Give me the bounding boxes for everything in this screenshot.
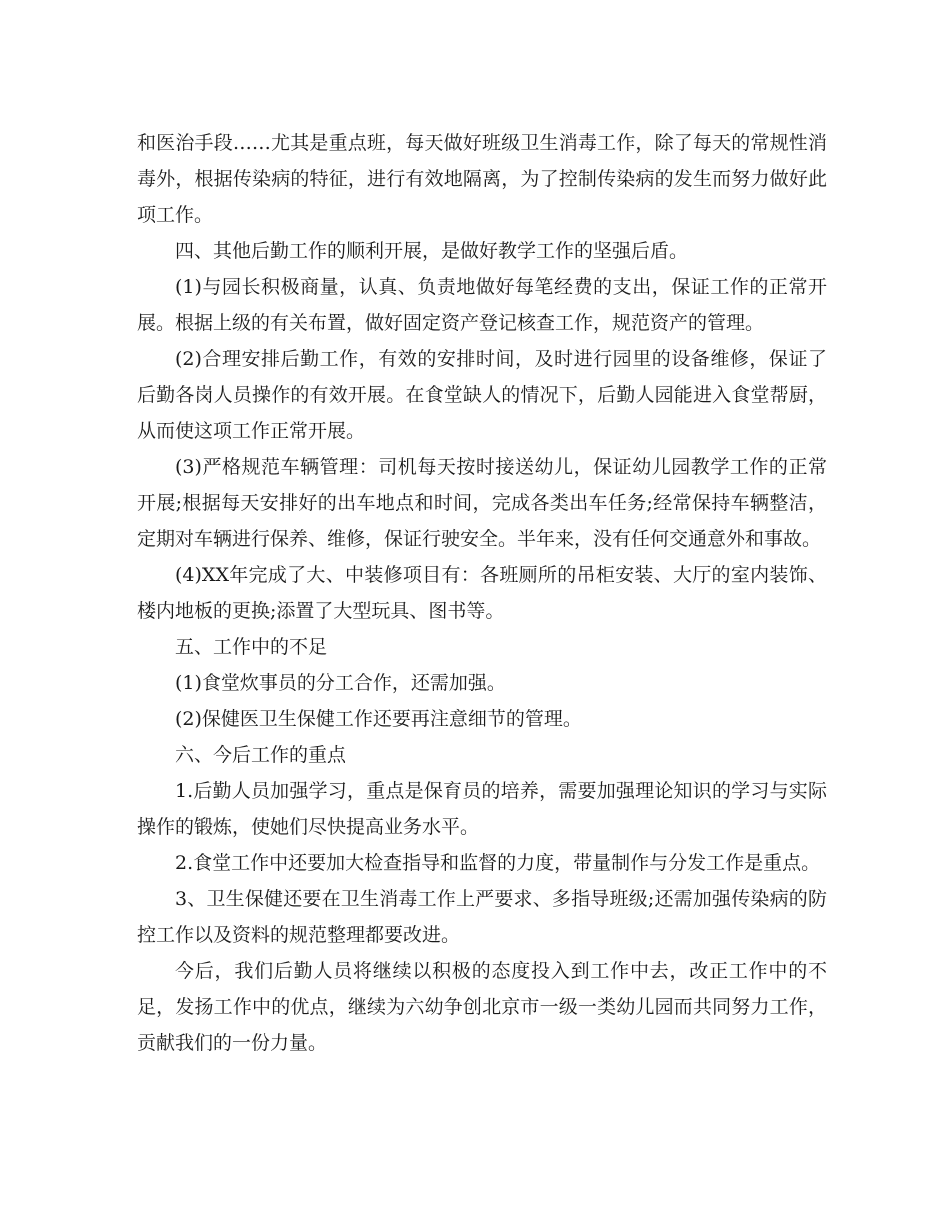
section-heading-four: 四、其他后勤工作的顺利开展，是做好教学工作的坚强后盾。 [175, 240, 689, 262]
focus-item-3: 3、卫生保健还要在卫生消毒工作上严要求、多指导班级;还需加强传染病的防控工作以及资料的规范整理都要改进。 [137, 888, 827, 946]
shortcoming-item-2: (2)保健医卫生保健工作还要再注意细节的管理。 [175, 708, 582, 730]
paragraph-continuation: 和医治手段……尤其是重点班，每天做好班级卫生消毒工作，除了每天的常规性消毒外，根据传染病的特征，进行有效地隔离，为了控制传染病的发生而努力做好此项工作。 [137, 132, 827, 226]
paragraph-item-1: (1)与园长积极商量，认真、负责地做好每笔经费的支出，保证工作的正常开展。根据上级的有关布置，做好固定资产登记核查工作，规范资产的管理。 [137, 276, 827, 334]
focus-item-2: 2.食堂工作中还要加大检查指导和监督的力度，带量制作与分发工作是重点。 [175, 852, 821, 874]
section-heading-six: 六、今后工作的重点 [175, 744, 347, 766]
document-body [137, 125, 827, 1061]
paragraph-item-3: (3)严格规范车辆管理：司机每天按时接送幼儿，保证幼儿园教学工作的正常开展;根据每天安排好的出车地点和时间，完成各类出车任务;经常保持车辆整洁，定期对车辆进行保养、维修，保证行驶安全。半年来，没有任何交通意外和事故。 [137, 456, 827, 550]
shortcoming-item-1: (1)食堂炊事员的分工合作，还需加强。 [175, 672, 506, 694]
focus-item-1: 1.后勤人员加强学习，重点是保育员的培养，需要加强理论知识的学习与实际操作的锻炼，使她们尽快提高业务水平。 [137, 780, 827, 838]
paragraph-item-4: (4)XX年完成了大、中装修项目有：各班厕所的吊柜安装、大厅的室内装饰、楼内地板的更换;添置了大型玩具、图书等。 [137, 564, 827, 622]
paragraph-item-2: (2)合理安排后勤工作，有效的安排时间，及时进行园里的设备维修，保证了后勤各岗人员操作的有效开展。在食堂缺人的情况下，后勤人园能进入食堂帮厨，从而使这项工作正常开展。 [137, 348, 827, 442]
closing-paragraph: 今后，我们后勤人员将继续以积极的态度投入到工作中去，改正工作中的不足，发扬工作中的优点，继续为六幼争创北京市一级一类幼儿园而共同努力工作，贡献我们的一份力量。 [137, 960, 827, 1054]
section-heading-five: 五、工作中的不足 [175, 636, 328, 658]
